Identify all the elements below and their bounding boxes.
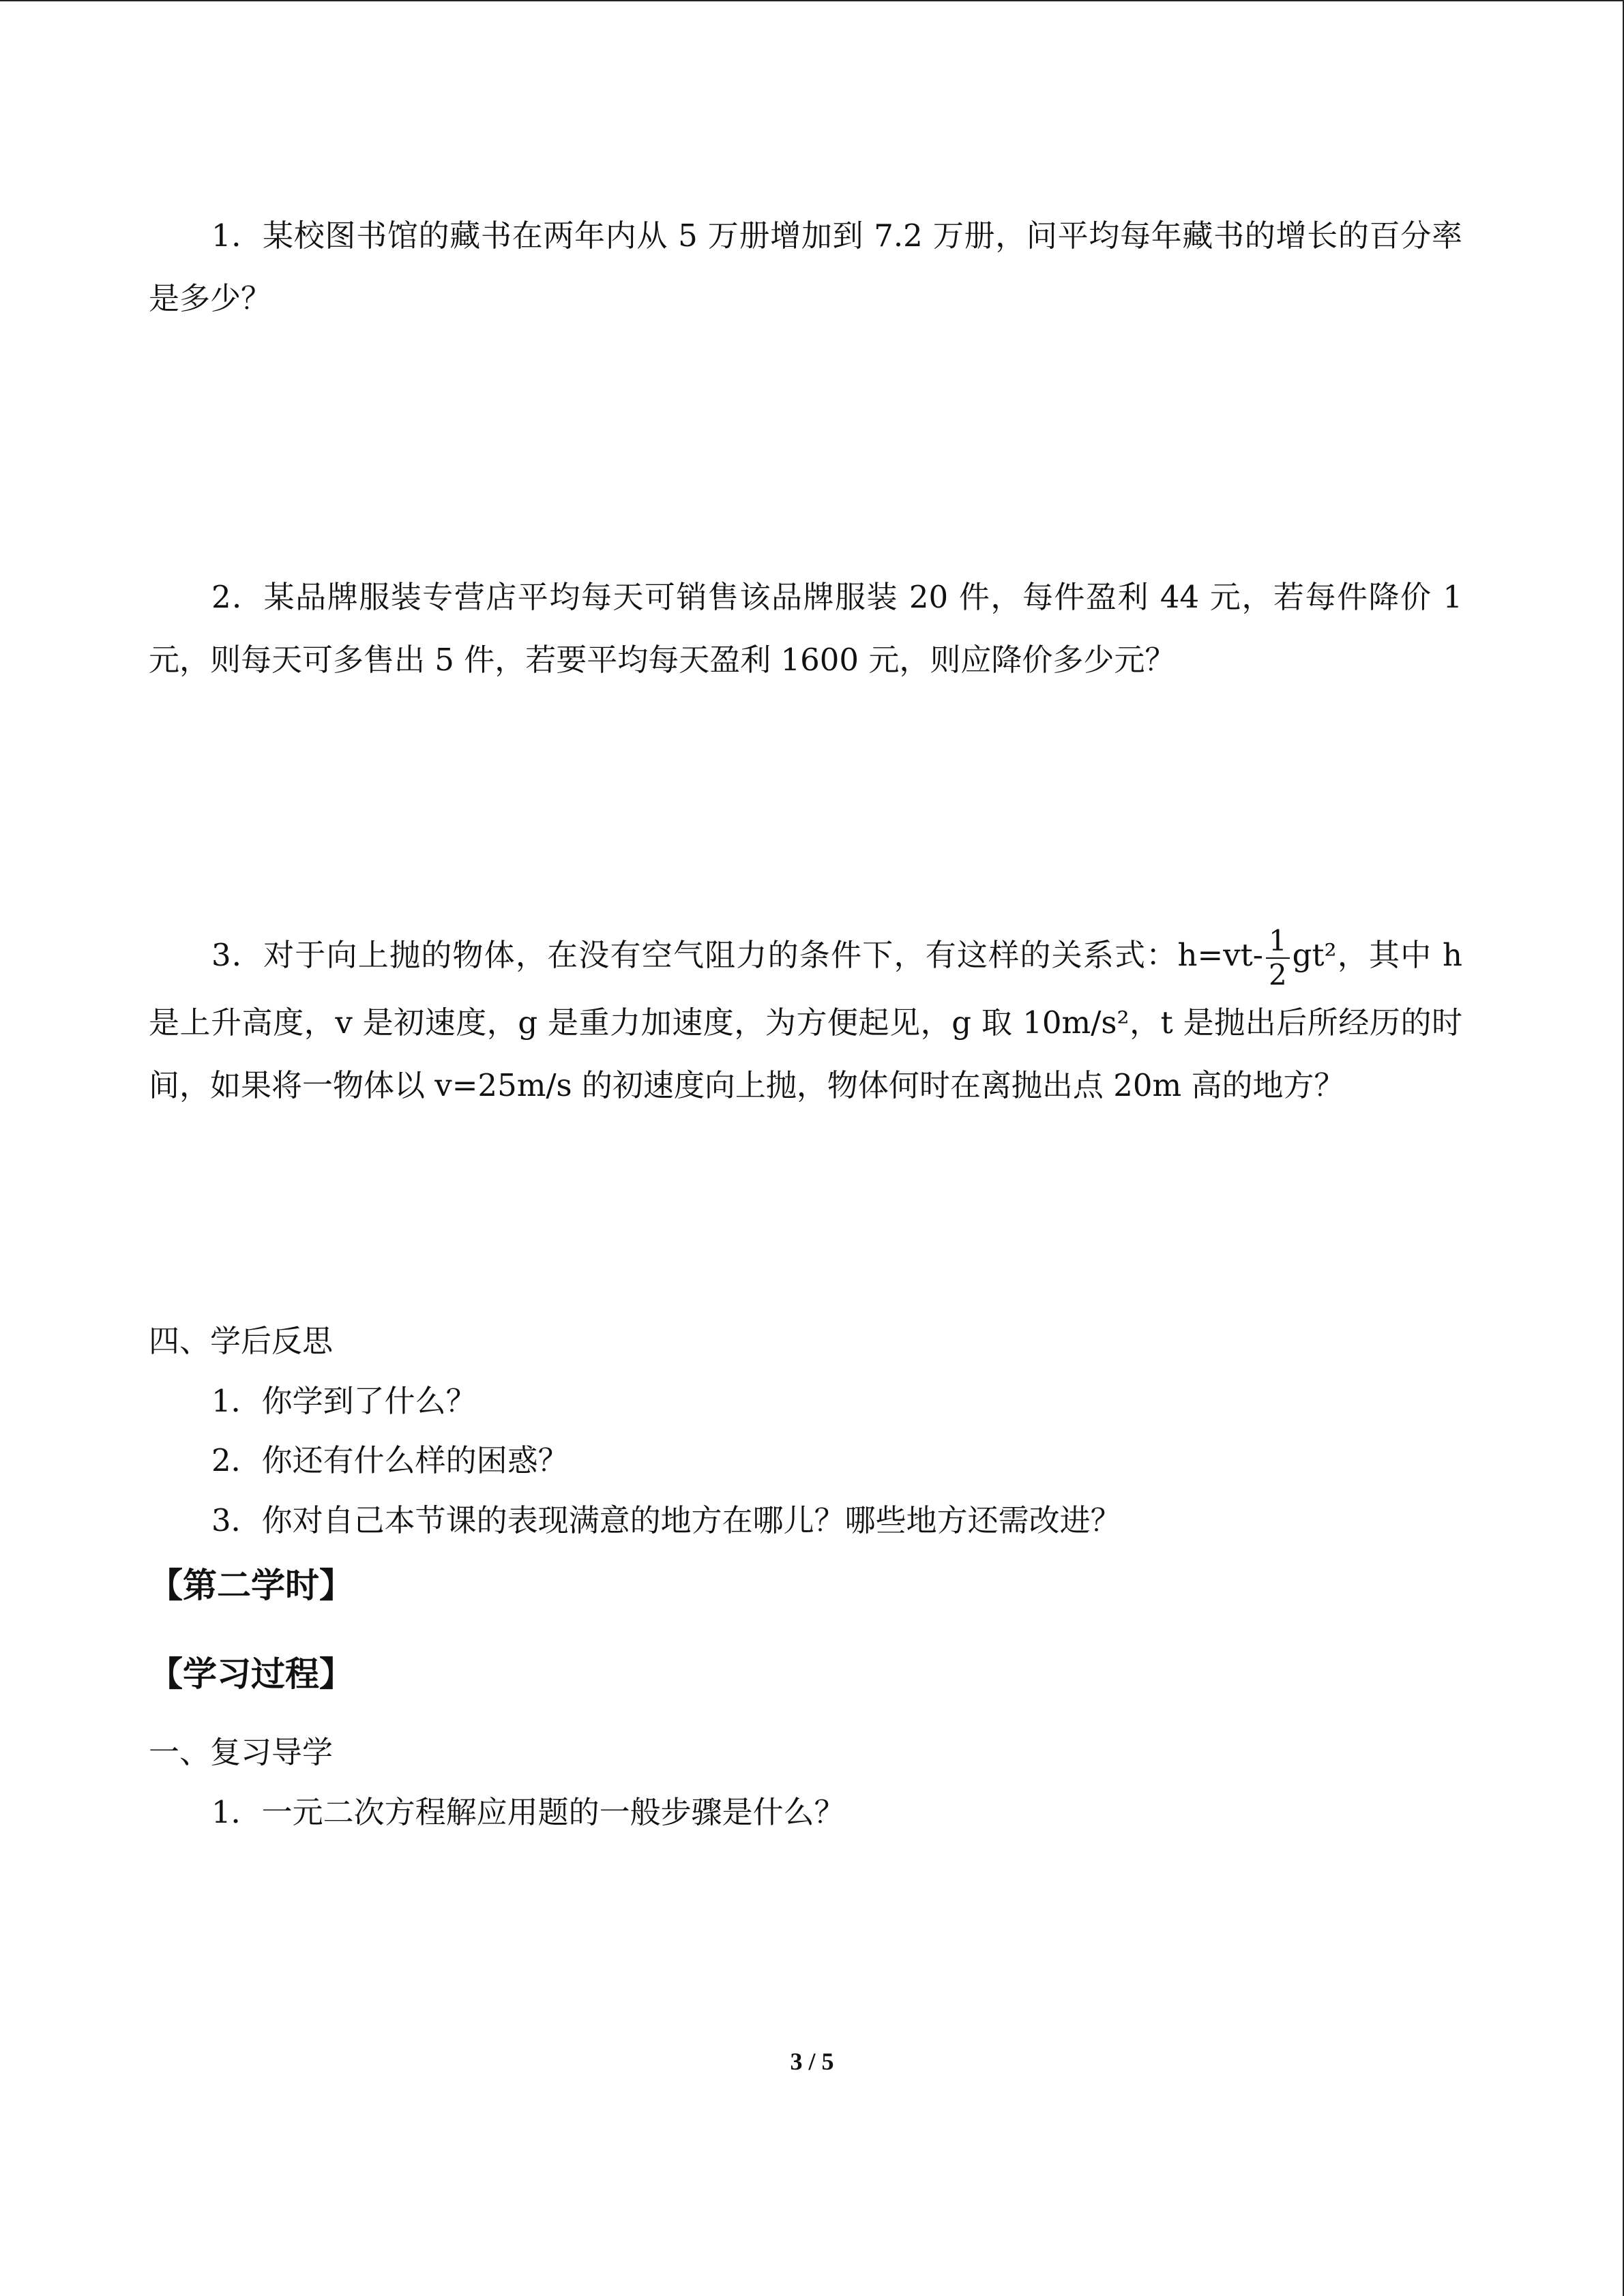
reflection-item: 2．你还有什么样的困惑？ xyxy=(211,1442,569,1478)
reflection-title: 四、学后反思 xyxy=(149,1323,334,1359)
reflection-item: 3．你对自己本节课的表现满意的地方在哪儿？哪些地方还需改进？ xyxy=(211,1502,1121,1538)
fraction-numerator: 1 xyxy=(1266,925,1290,959)
fraction-denominator: 2 xyxy=(1268,957,1287,992)
fraction-one-half xyxy=(1266,925,1290,992)
problem-1: 1．某校图书馆的藏书在两年内从 5 万册增加到 7.2 万册，问平均每年藏书的增长的百分率是多少？ xyxy=(149,218,1462,316)
reflection-item: 1．你学到了什么？ xyxy=(211,1383,477,1419)
problem-2: 2．某品牌服装专营店平均每天可销售该品牌服装 20 件，每件盈利 44 元，若每件降价 1 元，则每天可多售出 5 件，若要平均每天盈利 1600 元，则应降价多少元？ xyxy=(149,579,1462,678)
problem-3 xyxy=(149,924,1462,1117)
page-number: 3 / 5 xyxy=(790,2048,834,2075)
review-title: 一、复习导学 xyxy=(149,1734,334,1770)
learning-process-heading: 【学习过程】 xyxy=(149,1654,353,1694)
problem-3-before-formula: 3．对于向上抛的物体，在没有空气阻力的条件下，有这样的关系式：h=vt- xyxy=(211,937,1263,973)
review-item: 1．一元二次方程解应用题的一般步骤是什么？ xyxy=(211,1794,845,1830)
second-session-heading: 【第二学时】 xyxy=(149,1566,353,1605)
problem-3-after-formula: gt²，其中 h 是上升高度，v 是初速度，g 是重力加速度，为方便起见，g 取 10m/s²，t 是抛出后所经历的时间，如果将一物体以 v=25m/s 的初速度向上抛，物体何时在离抛出点 20m 高的地方？ xyxy=(149,937,1463,1103)
